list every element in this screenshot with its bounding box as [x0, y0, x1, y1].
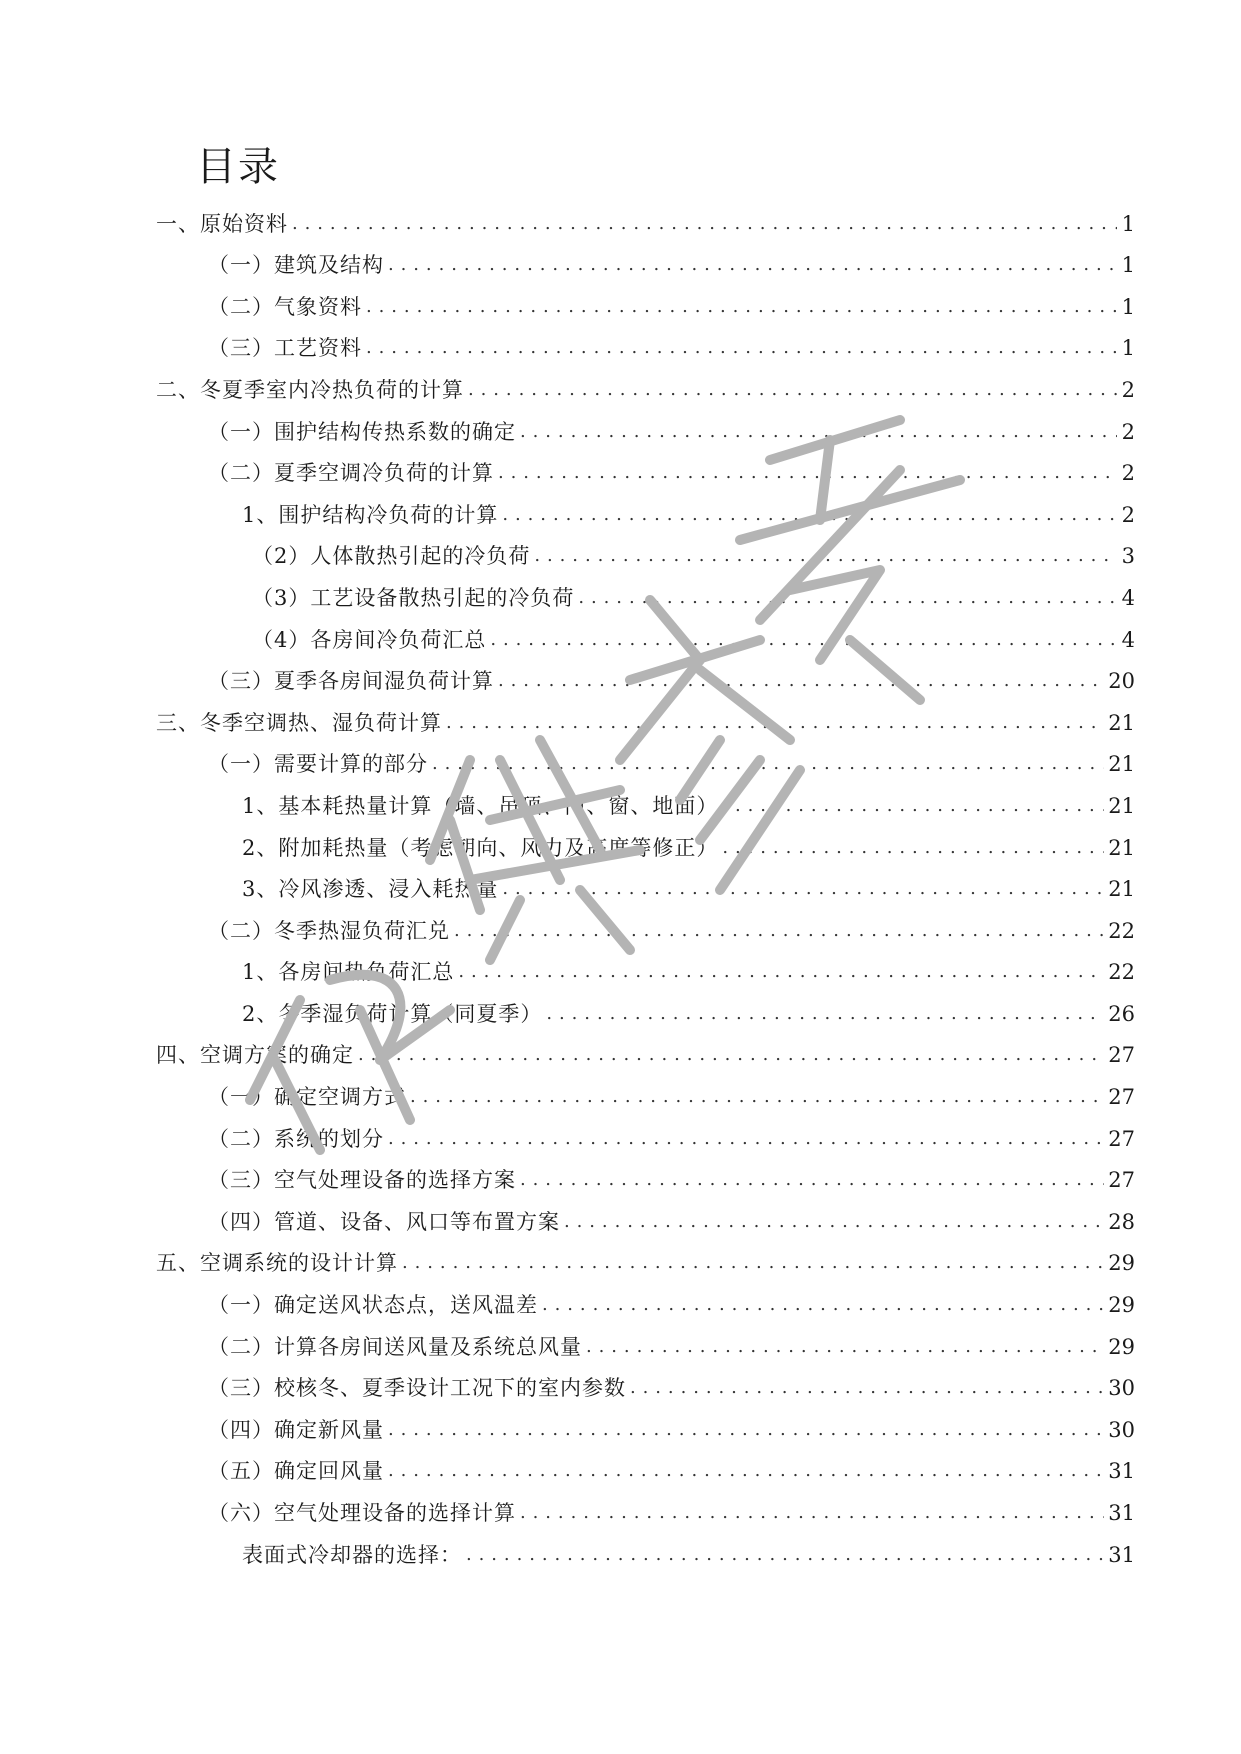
toc-entry[interactable] [156, 613, 1135, 655]
toc-entry-label[interactable]: （二）冬季热湿负荷汇兑 [208, 918, 450, 943]
toc-entry-label[interactable]: （三）空气处理设备的选择方案 [208, 1168, 516, 1193]
toc-entry-label[interactable]: 3、冷风渗透、浸入耗热量 [242, 877, 499, 902]
toc-entry-label[interactable]: （二）气象资料 [208, 294, 362, 319]
toc-entry[interactable] [156, 1195, 1135, 1237]
toc-dot-leader [388, 1456, 1104, 1486]
toc-entry-label[interactable]: （四）确定新风量 [208, 1417, 384, 1442]
toc-entry[interactable] [156, 571, 1135, 613]
toc-entry[interactable] [156, 488, 1135, 530]
toc-page-number[interactable]: 29 [1108, 1293, 1135, 1318]
toc-entry[interactable] [156, 821, 1135, 863]
toc-page-number[interactable]: 1 [1121, 211, 1135, 236]
toc-page-number[interactable]: 21 [1108, 710, 1135, 735]
toc-dot-leader [388, 250, 1117, 280]
toc-dot-leader [366, 333, 1117, 363]
toc-entry[interactable] [156, 904, 1135, 946]
toc-page-number[interactable]: 27 [1108, 1126, 1135, 1151]
toc-entry-label[interactable]: 表面式冷却器的选择： [242, 1542, 462, 1567]
toc-entry[interactable] [156, 696, 1135, 738]
toc-dot-leader [292, 209, 1117, 239]
toc-page-number[interactable]: 30 [1108, 1417, 1135, 1442]
toc-dot-leader [410, 1082, 1104, 1112]
toc-entry-label[interactable]: （三）工艺资料 [208, 336, 362, 361]
toc-entry-label[interactable]: （三）夏季各房间湿负荷计算 [208, 669, 494, 694]
toc-dot-leader [446, 708, 1104, 738]
toc-entry-label[interactable]: （3）工艺设备散热引起的冷负荷 [252, 585, 575, 610]
toc-entry[interactable] [156, 779, 1135, 821]
toc-entry-label[interactable]: （六）空气处理设备的选择计算 [208, 1501, 516, 1525]
toc-entry-label[interactable]: （一）围护结构传热系数的确定 [208, 419, 516, 444]
toc-entry-label[interactable]: 1、各房间热负荷汇总 [242, 960, 455, 985]
toc-page-number[interactable]: 4 [1121, 627, 1135, 652]
toc-dot-leader [534, 541, 1117, 571]
toc-entry-label[interactable]: （四）管道、设备、风口等布置方案 [208, 1209, 560, 1234]
toc-entry-label[interactable]: （一）建筑及结构 [208, 253, 384, 278]
toc-page-number[interactable]: 27 [1108, 1043, 1135, 1068]
toc-dot-leader [586, 1332, 1104, 1362]
toc-entry[interactable] [156, 655, 1135, 697]
toc-page-number[interactable]: 29 [1108, 1334, 1135, 1359]
toc-entry-label[interactable]: （4）各房间冷负荷汇总 [252, 627, 487, 652]
toc-entry[interactable] [156, 1445, 1135, 1487]
toc-entry-label[interactable]: （三）校核冬、夏季设计工况下的室内参数 [208, 1376, 626, 1401]
toc-page-number[interactable]: 2 [1121, 461, 1135, 486]
toc-entry-label[interactable]: （一）需要计算的部分 [208, 752, 428, 777]
toc-page-number[interactable]: 21 [1108, 752, 1135, 777]
toc-dot-leader [366, 292, 1117, 322]
toc-page-number[interactable]: 21 [1108, 835, 1135, 860]
toc-dot-leader [466, 1540, 1104, 1570]
toc-page-number[interactable]: 1 [1121, 253, 1135, 278]
toc-entry-label[interactable]: （一）确定送风状态点，送风温差 [208, 1293, 538, 1318]
toc-page-number[interactable]: 1 [1121, 294, 1135, 319]
toc-page-number[interactable]: 21 [1108, 793, 1135, 818]
toc-entry[interactable] [156, 1237, 1135, 1279]
toc-entry[interactable] [156, 1112, 1135, 1154]
toc-entry[interactable] [156, 239, 1135, 281]
toc-entry[interactable] [156, 987, 1135, 1029]
toc-page-number[interactable]: 22 [1108, 918, 1135, 943]
toc-page-number[interactable]: 29 [1108, 1251, 1135, 1276]
toc-page-number[interactable]: 4 [1121, 585, 1135, 610]
toc-entry-label[interactable]: 二、冬夏季室内冷热负荷的计算 [156, 377, 464, 402]
toc-dot-leader [498, 666, 1104, 696]
toc-page-number[interactable]: 27 [1108, 1085, 1135, 1110]
toc-entry[interactable] [156, 1528, 1135, 1570]
toc-entry[interactable] [156, 1029, 1135, 1071]
toc-page-number[interactable]: 1 [1121, 336, 1135, 361]
toc-entry-label[interactable]: 三、冬季空调热、湿负荷计算 [156, 710, 442, 735]
toc-dot-leader [564, 1207, 1104, 1237]
toc-entry[interactable] [156, 1486, 1135, 1528]
toc-dot-leader [520, 1498, 1104, 1528]
toc-entry-label[interactable]: 四、空调方案的确定 [156, 1043, 354, 1068]
toc-entry-label[interactable]: （2）人体散热引起的冷负荷 [252, 544, 531, 569]
toc-entry[interactable] [156, 863, 1135, 905]
toc-page-number[interactable]: 26 [1108, 1001, 1135, 1026]
toc-page-number[interactable]: 28 [1108, 1209, 1135, 1234]
toc-entry-label[interactable]: 2、附加耗热量（考虑朝向、风力及高度等修正） [242, 835, 719, 860]
toc-entry-label[interactable]: （二）计算各房间送风量及系统总风量 [208, 1334, 582, 1359]
toc-dot-leader [468, 375, 1117, 405]
toc-dot-leader [490, 625, 1117, 655]
toc-page-number[interactable]: 31 [1108, 1501, 1135, 1525]
toc-page-number[interactable]: 27 [1108, 1168, 1135, 1193]
toc-page-number[interactable]: 2 [1121, 419, 1135, 444]
toc-page-number[interactable]: 2 [1121, 377, 1135, 402]
toc-page-number[interactable]: 2 [1121, 502, 1135, 527]
toc-entry[interactable] [156, 363, 1135, 405]
toc-dot-leader [502, 874, 1104, 904]
toc-dot-leader [458, 957, 1104, 987]
toc-entry[interactable] [156, 1320, 1135, 1362]
toc-dot-leader [502, 500, 1117, 530]
toc-entry-label[interactable]: （五）确定回风量 [208, 1459, 384, 1484]
toc-entry[interactable] [156, 322, 1135, 364]
toc-page-number[interactable]: 31 [1108, 1459, 1135, 1484]
toc-entry-label[interactable]: （二）系统的划分 [208, 1126, 384, 1151]
toc-entry[interactable] [156, 447, 1135, 489]
toc-entry-label[interactable]: 五、空调系统的设计计算 [156, 1251, 398, 1276]
toc-entry[interactable] [156, 946, 1135, 988]
toc-page-number[interactable]: 21 [1108, 877, 1135, 902]
toc-title: 目录 [196, 144, 280, 190]
toc-dot-leader [578, 583, 1117, 613]
toc-dot-leader [498, 458, 1117, 488]
toc-entry[interactable] [156, 1278, 1135, 1320]
toc-dot-leader [722, 833, 1104, 863]
toc-dot-leader [402, 1248, 1104, 1278]
toc-dot-leader [520, 417, 1117, 447]
toc-entry-label[interactable]: 一、原始资料 [156, 211, 288, 236]
toc-page-number[interactable]: 20 [1108, 669, 1135, 694]
toc-entry[interactable] [156, 530, 1135, 572]
toc-entry-label[interactable]: （一）确定空调方式 [208, 1085, 406, 1110]
toc-entry[interactable] [156, 280, 1135, 322]
toc-dot-leader [388, 1415, 1104, 1445]
toc-entry[interactable] [156, 405, 1135, 447]
table-of-contents [156, 197, 1135, 1570]
toc-entry[interactable] [156, 1154, 1135, 1196]
toc-dot-leader [542, 1290, 1104, 1320]
toc-dot-leader [546, 999, 1104, 1029]
toc-page-number[interactable]: 31 [1108, 1542, 1135, 1567]
toc-entry-label[interactable]: 2、冬季湿负荷计算（同夏季） [242, 1001, 543, 1026]
toc-entry-label[interactable]: 1、围护结构冷负荷的计算 [242, 502, 499, 527]
toc-entry[interactable] [156, 1070, 1135, 1112]
toc-entry[interactable] [156, 1403, 1135, 1445]
toc-dot-leader [388, 1124, 1104, 1154]
toc-dot-leader [358, 1040, 1104, 1070]
toc-page-number[interactable]: 3 [1121, 544, 1135, 569]
toc-dot-leader [454, 916, 1104, 946]
toc-entry-label[interactable]: 1、基本耗热量计算（墙、吊顶、门、窗、地面） [242, 793, 719, 818]
toc-entry[interactable] [156, 1362, 1135, 1404]
toc-entry-label[interactable]: （二）夏季空调冷负荷的计算 [208, 461, 494, 486]
toc-dot-leader [520, 1165, 1104, 1195]
toc-dot-leader [722, 791, 1104, 821]
toc-dot-leader [432, 749, 1104, 779]
toc-entry[interactable] [156, 738, 1135, 780]
toc-page-number[interactable]: 30 [1108, 1376, 1135, 1401]
toc-dot-leader [630, 1373, 1104, 1403]
toc-page-number[interactable]: 22 [1108, 960, 1135, 985]
toc-entry[interactable] [156, 197, 1135, 239]
